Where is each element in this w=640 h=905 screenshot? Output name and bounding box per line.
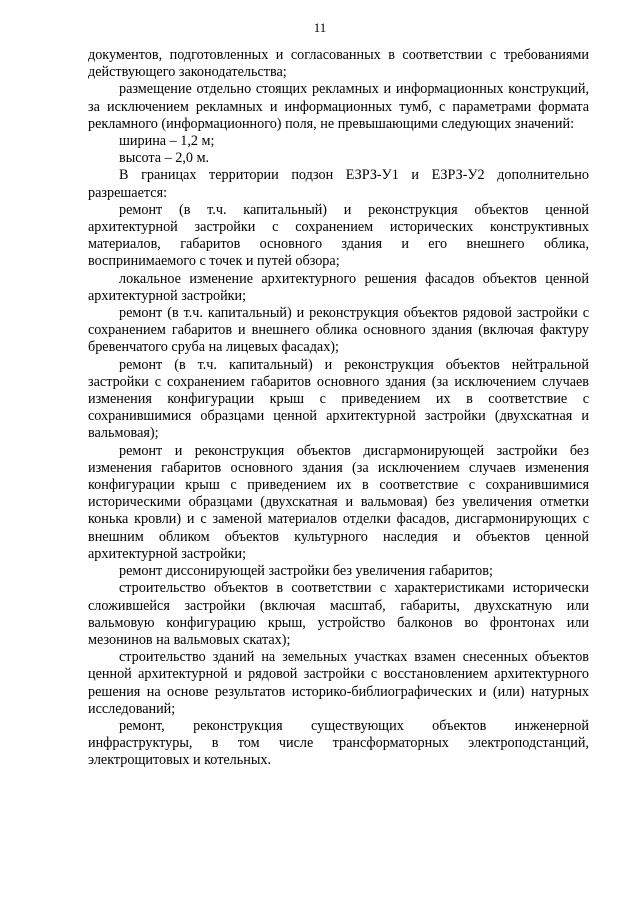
paragraph-subzones-permitted: В границах территории подзон ЕЗРЗ-У1 и ЕЗРЗ-У2 дополнительно разрешается: [88, 167, 589, 201]
paragraph-ordinary-buildings-repair: ремонт (в т.ч. капитальный) и реконструкция объектов рядовой застройки с сохранением габаритов и внешнего облика основного здания (включая фактуру бревенчатого сруба на лицевых фасадах); [88, 305, 589, 356]
paragraph-historic-style-construction: строительство объектов в соответствии с характеристиками исторически сложившейся застройки (включая масштаб, габариты, двухскатную или вальмовую конфигурацию крыш, устройство балконов во фронтонах или мезонинов на вальмовых скатах); [88, 580, 589, 648]
paragraph-continuation-documents: документов, подготовленных и согласованных в соответствии с требованиями действующего законодательства; [88, 47, 589, 81]
paragraph-facade-changes: локальное изменение архитектурного решения фасадов объектов ценной архитектурной застройки; [88, 270, 589, 304]
paragraph-advertising-structures: размещение отдельно стоящих рекламных и информационных конструкций, за исключением рекламных и информационных тумб, с параметрами формата рекламного (информационного) поля, не превышающими следующих значений: [88, 81, 589, 132]
paragraph-dissonant-buildings-repair: ремонт диссонирующей застройки без увеличения габаритов; [119, 563, 493, 580]
page-number: 11 [313, 20, 327, 35]
paragraph-disharmonious-buildings-repair: ремонт и реконструкция объектов дисгармонирующей застройки без изменения габаритов основного здания (за исключением случаев изменения конфигурации крыш с приведением их в соответствие с сохранившимися историческими образцами (двухскатная и вальмовая) без увеличения отметки конька кровли) и с заменой материалов отделки фасадов, дисгармонирующих с внешним обликом объектов культурного наследия и объектов ценной архитектурной застройки; [88, 442, 589, 562]
paragraph-replacement-construction: строительство зданий на земельных участках взамен снесенных объектов ценной архитектурной и рядовой застройки с восстановлением архитектурного решения на основе результатов историко-библиографических и (или) натурных исследований; [88, 649, 589, 717]
paragraph-infrastructure-repair: ремонт, реконструкция существующих объектов инженерной инфраструктуры, в том числе трансформаторных электроподстанций, электрощитовых и котельных. [88, 717, 589, 769]
paragraph-valuable-buildings-repair: ремонт (в т.ч. капитальный) и реконструкция объектов ценной архитектурной застройки с сохранением исторических конструктивных материалов, габаритов основного здания и его внешнего облика, воспринимаемого с точек и путей обзора; [88, 201, 589, 270]
paragraph-neutral-buildings-repair: ремонт (в т.ч. капитальный) и реконструкция объектов нейтральной застройки с сохранением габаритов основного здания (за исключением случаев изменения конфигурации крыш с приведением их в соответствие с сохранившимися образцами ценной архитектурной застройки (двухскатная и вальмовая); [88, 356, 589, 442]
document-body [88, 47, 589, 770]
paragraph-height-limit: высота – 2,0 м. [119, 150, 210, 167]
paragraph-width-limit: ширина – 1,2 м; [119, 133, 215, 150]
